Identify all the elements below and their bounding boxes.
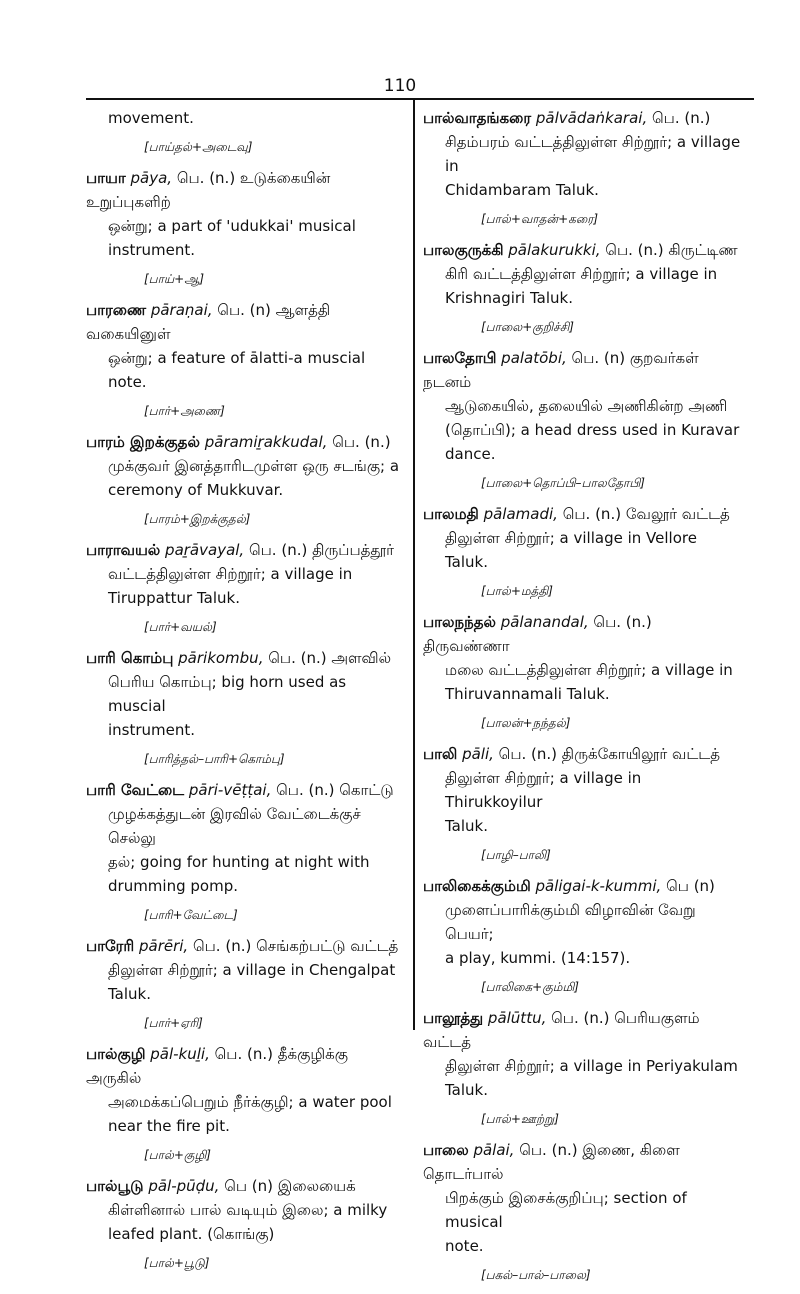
definition-text: பெ. (n.) (327, 433, 391, 451)
headword: பாலதோபி (423, 349, 497, 367)
definition-text: கிள்ளினால் பால் வடியும் இலை; a milky (108, 1201, 388, 1219)
entry-line (86, 778, 402, 802)
headword: பாலகுருக்கி (423, 241, 504, 259)
headword: பாலூத்து (423, 1009, 484, 1027)
definition-text: note. (445, 1237, 484, 1255)
dictionary-entry (423, 610, 743, 732)
entry-line (86, 802, 402, 850)
transliteration: pālanandal, (500, 613, 589, 631)
definition-text: near the fire pit. (108, 1117, 230, 1135)
dictionary-entry (423, 346, 743, 492)
entry-line (423, 682, 743, 706)
etymology: [பால்+பூடு] (144, 1256, 210, 1270)
definition-text: ஒன்று; a part of 'udukkai' musical (108, 217, 356, 235)
entry-line (423, 1054, 743, 1078)
entry-line (86, 454, 402, 478)
definition-text: Thiruvannamali Taluk. (445, 685, 610, 703)
dictionary-entry (86, 934, 402, 1032)
etymology: [பாழி–பாலி] (481, 848, 551, 862)
entry-line (86, 874, 402, 898)
entry-line (86, 562, 402, 586)
definition-text: பெ. (n.) தீக்குழிக்கு அருகில் (86, 1045, 348, 1087)
entry-line (86, 958, 402, 982)
headword: பாரேரி (86, 937, 135, 955)
definition-text: பெ. (n.) (647, 109, 711, 127)
definition-text: சிதம்பரம் வட்டத்திலுள்ள சிற்றூர்; a village in (445, 133, 741, 175)
definition-text: instrument. (108, 241, 196, 259)
headword: பாலிகைக்கும்மி (423, 877, 531, 895)
entry-line (86, 1042, 402, 1090)
entry-line (423, 394, 743, 418)
definition-text: ceremony of Mukkuvar. (108, 481, 284, 499)
transliteration: pāligai-k-kummi, (535, 877, 662, 895)
entry-line (423, 1078, 743, 1102)
etymology: [பாரம்+இறக்குதல்] (144, 512, 251, 526)
entry-line (423, 502, 743, 526)
dictionary-entry (423, 742, 743, 864)
etymology: [பாரித்தல்–பாரி+கொம்பு] (144, 752, 285, 766)
dictionary-entry (423, 1138, 743, 1284)
transliteration: pāya, (130, 169, 173, 187)
transliteration: pālamadi, (483, 505, 558, 523)
definition-text: பெ. (n) குறவர்கள் நடனம் (423, 349, 699, 391)
transliteration: pālakurukki, (508, 241, 601, 259)
entry-line (86, 646, 402, 670)
transliteration: pāl-kuḻi, (150, 1045, 210, 1063)
entry-line (423, 1138, 743, 1186)
dictionary-entry (86, 166, 402, 288)
entry-line (86, 1198, 402, 1222)
definition-text: ஒன்று; a feature of ālatti-a muscial note. (108, 349, 366, 391)
entry-line (86, 1222, 402, 1246)
entry-line (423, 814, 743, 838)
entry-line (86, 166, 402, 214)
definition-text: பெ. (n.) செங்கற்பட்டு வட்டத் (188, 937, 399, 955)
etymology: [பால்+ஊற்று] (481, 1112, 559, 1126)
definition-text: பெ (n) (661, 877, 715, 895)
definition-text: Krishnagiri Taluk. (445, 289, 573, 307)
left-column (86, 106, 402, 1282)
definition-text: பெ. (n.) கொட்டு (271, 781, 394, 799)
entry-line (86, 298, 402, 346)
entry-line (423, 766, 743, 814)
definition-text: திலுள்ள சிற்றூர்; a village in Chengalpat (108, 961, 396, 979)
dictionary-entry (86, 1042, 402, 1164)
entry-line (86, 538, 402, 562)
transliteration: pāramiṟakkudal, (204, 433, 328, 451)
definition-text: பெ. (n.) உடுக்கையின் உறுப்புகளிற் (86, 169, 331, 211)
transliteration: pāli, (462, 745, 494, 763)
definition-text: Chidambaram Taluk. (445, 181, 599, 199)
headword: பாயா (86, 169, 126, 187)
entry-line (86, 850, 402, 874)
etymology: [பாய்+ஆ] (144, 272, 205, 286)
definition-text: கிரி வட்டத்திலுள்ள சிற்றூர்; a village in (445, 265, 718, 283)
headword: பாலமதி (423, 505, 479, 523)
transliteration: palatōbi, (501, 349, 567, 367)
headword: பாலி (423, 745, 458, 763)
definition-text: (தொப்பி); a head dress used in Kuravar (445, 421, 740, 439)
right-column (423, 106, 743, 1294)
entry-line (423, 130, 743, 178)
definition-text: a play, kummi. (14:157). (445, 949, 631, 967)
etymology: [பார்+அணை] (144, 404, 225, 418)
definition-text: dance. (445, 445, 496, 463)
dictionary-entry (86, 778, 402, 924)
headword: பாரம் இறக்குதல் (86, 433, 200, 451)
etymology: [பாய்தல்+அடைவு] (144, 140, 253, 154)
dictionary-entry (423, 502, 743, 600)
definition-text: Taluk. (108, 985, 152, 1003)
definition-text: பெ. (n.) திருப்பத்தூர் (244, 541, 395, 559)
headword: பாலை (423, 1141, 469, 1159)
dictionary-entry (86, 298, 402, 420)
entry-line (86, 346, 402, 394)
dictionary-entry (86, 430, 402, 528)
entry-line (86, 478, 402, 502)
definition-text: வட்டத்திலுள்ள சிற்றூர்; a village in (108, 565, 353, 583)
definition-text: drumming pomp. (108, 877, 238, 895)
definition-text: movement. (108, 109, 194, 127)
headword: பாரி கொம்பு (86, 649, 174, 667)
definition-text: பெ. (n.) கிருட்டிண (600, 241, 738, 259)
etymology: [பால்+வாதன்+கரை] (481, 212, 599, 226)
etymology: [பகல்–பால்–பாலை] (481, 1268, 591, 1282)
definition-text: தல்; going for hunting at night with (108, 853, 370, 871)
transliteration: pāraṇai, (150, 301, 213, 319)
entry-line (423, 610, 743, 658)
dictionary-entry (423, 1006, 743, 1128)
definition-text: திலுள்ள சிற்றூர்; a village in Periyakulam (445, 1057, 738, 1075)
etymology: [பார்+ஏரி] (144, 1016, 203, 1030)
headword: பால்குழி (86, 1045, 146, 1063)
definition-text: instrument. (108, 721, 196, 739)
dictionary-entry (86, 1174, 402, 1272)
definition-text: Taluk. (445, 817, 489, 835)
entry-line (423, 178, 743, 202)
etymology: [பால்+மத்தி] (481, 584, 553, 598)
entry-line (423, 742, 743, 766)
transliteration: pāl-pūḍu, (148, 1177, 220, 1195)
column-divider (413, 100, 415, 1030)
definition-text: பெரிய கொம்பு; big horn used as muscial (108, 673, 347, 715)
dictionary-entry (423, 238, 743, 336)
definition-text: பெ. (n.) வேலூர் வட்டத் (557, 505, 730, 523)
entry-line (423, 286, 743, 310)
entry-line (86, 1174, 402, 1198)
entry-line (423, 346, 743, 394)
entry-line (423, 1186, 743, 1234)
etymology: [பாலை+தொப்பி–பாலதோபி] (481, 476, 645, 490)
entry-line (86, 670, 402, 718)
definition-text: பெ. (n) ஆளத்தி வகையினுள் (86, 301, 331, 343)
transliteration: pālvādaṅkarai, (535, 109, 648, 127)
entry-line (423, 526, 743, 574)
entry-line (423, 442, 743, 466)
page-number: 110 (383, 76, 417, 96)
entry-line (86, 214, 402, 238)
dictionary-entry (423, 874, 743, 996)
entry-line (423, 874, 743, 898)
entry-line (86, 1114, 402, 1138)
entry-line (86, 430, 402, 454)
dictionary-entry (423, 106, 743, 228)
entry-line (423, 946, 743, 970)
dictionary-entry (86, 106, 402, 156)
transliteration: pāri-vēṭṭai, (188, 781, 272, 799)
definition-text: பெ. (n.) அளவில் (263, 649, 392, 667)
definition-text: முழக்கத்துடன் இரவில் வேட்டைக்குச் செல்லு (108, 805, 361, 847)
headword: பால்வாதங்கரை (423, 109, 532, 127)
dictionary-entry (86, 538, 402, 636)
etymology: [பாலிகை+கும்மி] (481, 980, 579, 994)
entry-line (86, 718, 402, 742)
definition-text: பெ. (n.) பெரியகுளம் வட்டத் (423, 1009, 700, 1051)
entry-line (86, 1090, 402, 1114)
entry-line (86, 586, 402, 610)
etymology: [பாலை+குறிச்சி] (481, 320, 574, 334)
headword: பாரி வேட்டை (86, 781, 185, 799)
headword: பாலநந்தல் (423, 613, 496, 631)
transliteration: pālūttu, (487, 1009, 547, 1027)
entry-line (423, 106, 743, 130)
definition-text: அமைக்கப்பெறும் நீர்க்குழி; a water pool (108, 1093, 392, 1111)
headword: பாரணை (86, 301, 147, 319)
definition-text: பெ. (n.) திருக்கோயிலூர் வட்டத் (493, 745, 721, 763)
definition-text: Taluk. (445, 1081, 489, 1099)
header-rule (86, 98, 754, 100)
definition-text: முக்குவர் இனத்தாரிடமுள்ள ஒரு சடங்கு; a (108, 457, 400, 475)
definition-text: திலுள்ள சிற்றூர்; a village in Vellore Taluk. (445, 529, 697, 571)
transliteration: paṟāvayal, (165, 541, 245, 559)
transliteration: pārēri, (138, 937, 189, 955)
headword: பால்பூடு (86, 1177, 144, 1195)
entry-line (423, 658, 743, 682)
entry-line (86, 934, 402, 958)
entry-line (423, 262, 743, 286)
entry-line (86, 982, 402, 1006)
entry-line (86, 106, 402, 130)
definition-text: திலுள்ள சிற்றூர்; a village in Thirukkoyilur (445, 769, 642, 811)
definition-text: Tiruppattur Taluk. (108, 589, 240, 607)
definition-text: பெ (n) இலையைக் (219, 1177, 356, 1195)
definition-text: மலை வட்டத்திலுள்ள சிற்றூர்; a village in (445, 661, 733, 679)
transliteration: pālai, (473, 1141, 515, 1159)
transliteration: pārikombu, (178, 649, 264, 667)
dictionary-entry (86, 646, 402, 768)
definition-text: பெ. (n.) திருவண்ணா (423, 613, 652, 655)
definition-text: முளைப்பாரிக்கும்மி விழாவின் வேறு பெயர்; (445, 901, 696, 943)
entry-line (423, 418, 743, 442)
entry-line (423, 898, 743, 946)
etymology: [பால்+குழி] (144, 1148, 211, 1162)
definition-text: பெ. (n.) இணை, கிளை தொடர்பால் (423, 1141, 680, 1183)
entry-line (423, 1234, 743, 1258)
entry-line (86, 238, 402, 262)
definition-text: ஆடுகையில், தலையில் அணிகின்ற அணி (445, 397, 728, 415)
etymology: [பாலன்+நந்தல்] (481, 716, 571, 730)
etymology: [பாரி+வேட்டை] (144, 908, 238, 922)
definition-text: பிறக்கும் இசைக்குறிப்பு; section of musical (445, 1189, 687, 1231)
definition-text: leafed plant. (கொங்கு) (108, 1225, 275, 1243)
entry-line (423, 1006, 743, 1054)
etymology: [பார்+வயல்] (144, 620, 217, 634)
headword: பாராவயல் (86, 541, 161, 559)
entry-line (423, 238, 743, 262)
